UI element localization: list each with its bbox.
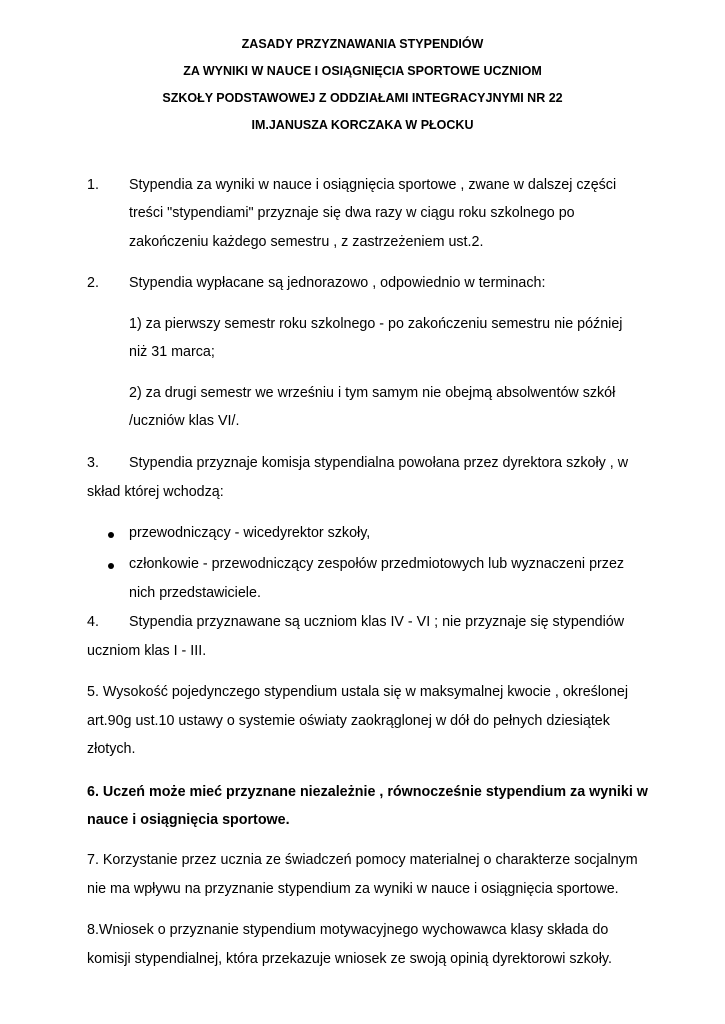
- item-3-line-2: skład której wchodzą:: [87, 484, 224, 500]
- title-line-3: SZKOŁY PODSTAWOWEJ Z ODDZIAŁAMI INTEGRACYJNYMI NR 22: [162, 91, 563, 105]
- item-1-line-3: zakończeniu każdego semestru , z zastrzeżeniem ust.2.: [129, 234, 484, 250]
- bullet-2-line-2: nich przedstawiciele.: [129, 585, 261, 601]
- bullet-1-text: przewodniczący - wicedyrektor szkoły,: [129, 525, 371, 541]
- item-1-line-2: treści "stypendiami" przyznaje się dwa razy w ciągu roku szkolnego po: [129, 205, 575, 221]
- item-2-line-1: Stypendia wypłacane są jednorazowo , odpowiednio w terminach:: [129, 275, 546, 291]
- item-3-line-1: Stypendia przyznaje komisja stypendialna powołana przez dyrektora szkoły , w: [129, 455, 629, 471]
- title-line-1: ZASADY PRZYZNAWANIA STYPENDIÓW: [241, 37, 484, 51]
- item-2-sub-2-line-2: /uczniów klas VI/.: [129, 413, 240, 429]
- item-6-line-1: 6. Uczeń może mieć przyznane niezależnie , równocześnie stypendium za wyniki w: [87, 784, 648, 800]
- bullet-icon: [108, 563, 114, 569]
- item-4-number: 4.: [87, 614, 99, 630]
- item-2-sub-1-line-2: niż 31 marca;: [129, 344, 215, 360]
- bullet-2-line-1: członkowie - przewodniczący zespołów przedmiotowych lub wyznaczeni przez: [129, 556, 625, 572]
- item-5-line-2: art.90g ust.10 ustawy o systemie oświaty zaokrąglonej w dół do pełnych dziesiątek: [87, 713, 610, 729]
- item-2-number: 2.: [87, 275, 99, 291]
- title-line-4: IM.JANUSZA KORCZAKA W PŁOCKU: [251, 118, 474, 132]
- item-2-sub-2-line-1: 2) za drugi semestr we wrześniu i tym samym nie obejmą absolwentów szkół: [129, 385, 616, 401]
- item-7-line-2: nie ma wpływu na przyznanie stypendium za wyniki w nauce i osiągnięcia sportowe.: [87, 881, 619, 897]
- item-1-line-1: Stypendia za wyniki w nauce i osiągnięcia sportowe , zwane w dalszej części: [129, 177, 617, 193]
- item-5-line-3: złotych.: [87, 741, 136, 757]
- item-1-number: 1.: [87, 177, 99, 193]
- item-8-line-2: komisji stypendialnej, która przekazuje wniosek ze swoją opinią dyrektorowi szkoły.: [87, 951, 612, 967]
- item-7-line-1: 7. Korzystanie przez ucznia ze świadczeń pomocy materialnej o charakterze socjalnym: [87, 852, 638, 868]
- title-line-2: ZA WYNIKI W NAUCE I OSIĄGNIĘCIA SPORTOWE UCZNIOM: [183, 64, 542, 78]
- item-4-line-1: Stypendia przyznawane są uczniom klas IV - VI ; nie przyznaje się stypendiów: [129, 614, 625, 630]
- item-2-sub-1-line-1: 1) za pierwszy semestr roku szkolnego - po zakończeniu semestru nie później: [129, 316, 623, 332]
- item-3-number: 3.: [87, 455, 99, 471]
- item-4-line-2: uczniom klas I - III.: [87, 643, 207, 659]
- item-8-line-1: 8.Wniosek o przyznanie stypendium motywacyjnego wychowawca klasy składa do: [87, 922, 609, 938]
- item-5-line-1: 5. Wysokość pojedynczego stypendium ustala się w maksymalnej kwocie , określonej: [87, 684, 629, 700]
- bullet-icon: [108, 532, 114, 538]
- item-6-line-2: nauce i osiągnięcia sportowe.: [87, 812, 290, 828]
